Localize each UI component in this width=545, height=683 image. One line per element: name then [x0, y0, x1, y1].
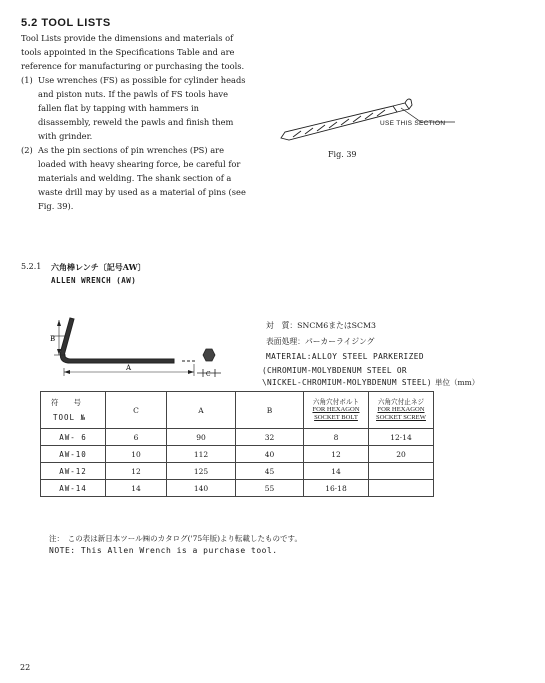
list-item-number: (2): [21, 145, 33, 155]
cell-c: 14: [106, 480, 167, 497]
dimension-c-label: C: [206, 371, 211, 378]
figure-caption: Fig. 39: [328, 150, 357, 159]
material-en: MATERIAL:ALLOY STEEL PARKERIZED: [266, 352, 424, 361]
cell-bolt: 8: [304, 429, 369, 446]
table-row: [41, 429, 434, 446]
cell-c: 10: [106, 446, 167, 463]
cell-c: 12: [106, 463, 167, 480]
cell-screw: [369, 463, 434, 480]
material-alt-1-text: CHROMIUM-MOLYBDENUM STEEL OR: [267, 366, 407, 375]
cell-b: 32: [236, 429, 304, 446]
cell-b: 55: [236, 480, 304, 497]
cell-a: 112: [167, 446, 236, 463]
cell-bolt: 16·18: [304, 480, 369, 497]
header-screw-en1: FOR HEXAGON: [377, 406, 425, 413]
dimension-b-label: B: [50, 335, 56, 343]
table-header-row: [41, 392, 434, 429]
cell-bolt: 14: [304, 463, 369, 480]
dimension-a-label: A: [126, 364, 132, 372]
hex-section-drawing: [195, 345, 225, 381]
header-c: C: [106, 392, 167, 429]
subsection-title-en: ALLEN WRENCH (AW): [51, 276, 137, 285]
list-item-text: As the pin sections of pin wrenches (PS) are loaded with heavy shearing force, be careful for materials and welding. The shank section of a waste drill may by used as a material of pins (see Fig. 39).: [38, 145, 246, 211]
figure-label: USE THIS SECTION: [380, 120, 446, 127]
cell-screw: 20: [369, 446, 434, 463]
header-bolt: [304, 392, 369, 429]
cell-screw: 12·14: [369, 429, 434, 446]
cell-c: 6: [106, 429, 167, 446]
header-screw: [369, 392, 434, 429]
list-item: [21, 143, 253, 213]
wrench-shape: [52, 318, 197, 376]
table-row: [41, 480, 434, 497]
header-screw-en2: SOCKET SCREW: [376, 414, 426, 421]
header-b: B: [236, 392, 304, 429]
header-code-jp: 符 号: [51, 398, 81, 407]
header-a: A: [167, 392, 236, 429]
header-bolt-en1: FOR HEXAGON: [312, 406, 360, 413]
material-alt-2: \NICKEL-CHROMIUM-MOLYBDENUM STEEL): [262, 378, 432, 387]
header-bolt-jp: 六角穴付ボルト: [312, 398, 360, 406]
list-item: [21, 73, 253, 143]
cell-code: AW-12: [41, 463, 106, 480]
cell-screw: [369, 480, 434, 497]
cell-code: AW-14: [41, 480, 106, 497]
header-bolt-en2: SOCKET BOLT: [314, 414, 358, 421]
material-alt-2-text: NICKEL-CHROMIUM-MOLYBDENUM STEEL: [267, 378, 427, 387]
note-en: NOTE: This Allen Wrench is a purchase tool.: [49, 546, 278, 555]
table-row: [41, 446, 434, 463]
list-item-text: Use wrenches (FS) as possible for cylinder heads and piston nuts. If the pawls of FS tools have fallen flat by tapping with hammers in disassembly, reweld the pawls and finish them with grinder.: [38, 75, 246, 141]
cell-code: AW-10: [41, 446, 106, 463]
cell-a: 90: [167, 429, 236, 446]
cell-bolt: 12: [304, 446, 369, 463]
page-number: 22: [20, 663, 31, 672]
material-alt-1: (CHROMIUM-MOLYBDENUM STEEL OR: [262, 366, 407, 375]
material-jp: 対 質：SNCM6またはSCM3: [266, 321, 376, 330]
note-jp: 注： この表は新日本ツール㈱のカタログ('75年版)より転載したものです。: [49, 534, 302, 543]
header-screw-jp: 六角穴付止ネジ: [377, 398, 425, 406]
cell-code: AW- 6: [41, 429, 106, 446]
cell-a: 125: [167, 463, 236, 480]
header-tool-no: [41, 392, 106, 429]
surface-treatment-jp: 表面処理：パーカーライジング: [266, 337, 375, 346]
header-code-en: TOOL №: [53, 413, 87, 422]
section-body: [21, 31, 253, 213]
list-item-number: (1): [21, 75, 33, 85]
section-title: 5.2 TOOL LISTS: [21, 17, 111, 29]
table-row: [41, 463, 434, 480]
subsection-title-jp: 六角棒レンチ〔記号AW〕: [51, 262, 146, 272]
unit-label: 単位（mm）: [435, 378, 480, 387]
cell-a: 140: [167, 480, 236, 497]
cell-b: 40: [236, 446, 304, 463]
subsection-number: 5.2.1: [21, 262, 42, 271]
instruction-list: [21, 73, 253, 213]
intro-paragraph: Tool Lists provide the dimensions and materials of tools appointed in the Specifications Table and are reference for manufacturing or purchasing the tools.: [21, 33, 245, 71]
cell-b: 45: [236, 463, 304, 480]
tool-table: [40, 391, 434, 497]
